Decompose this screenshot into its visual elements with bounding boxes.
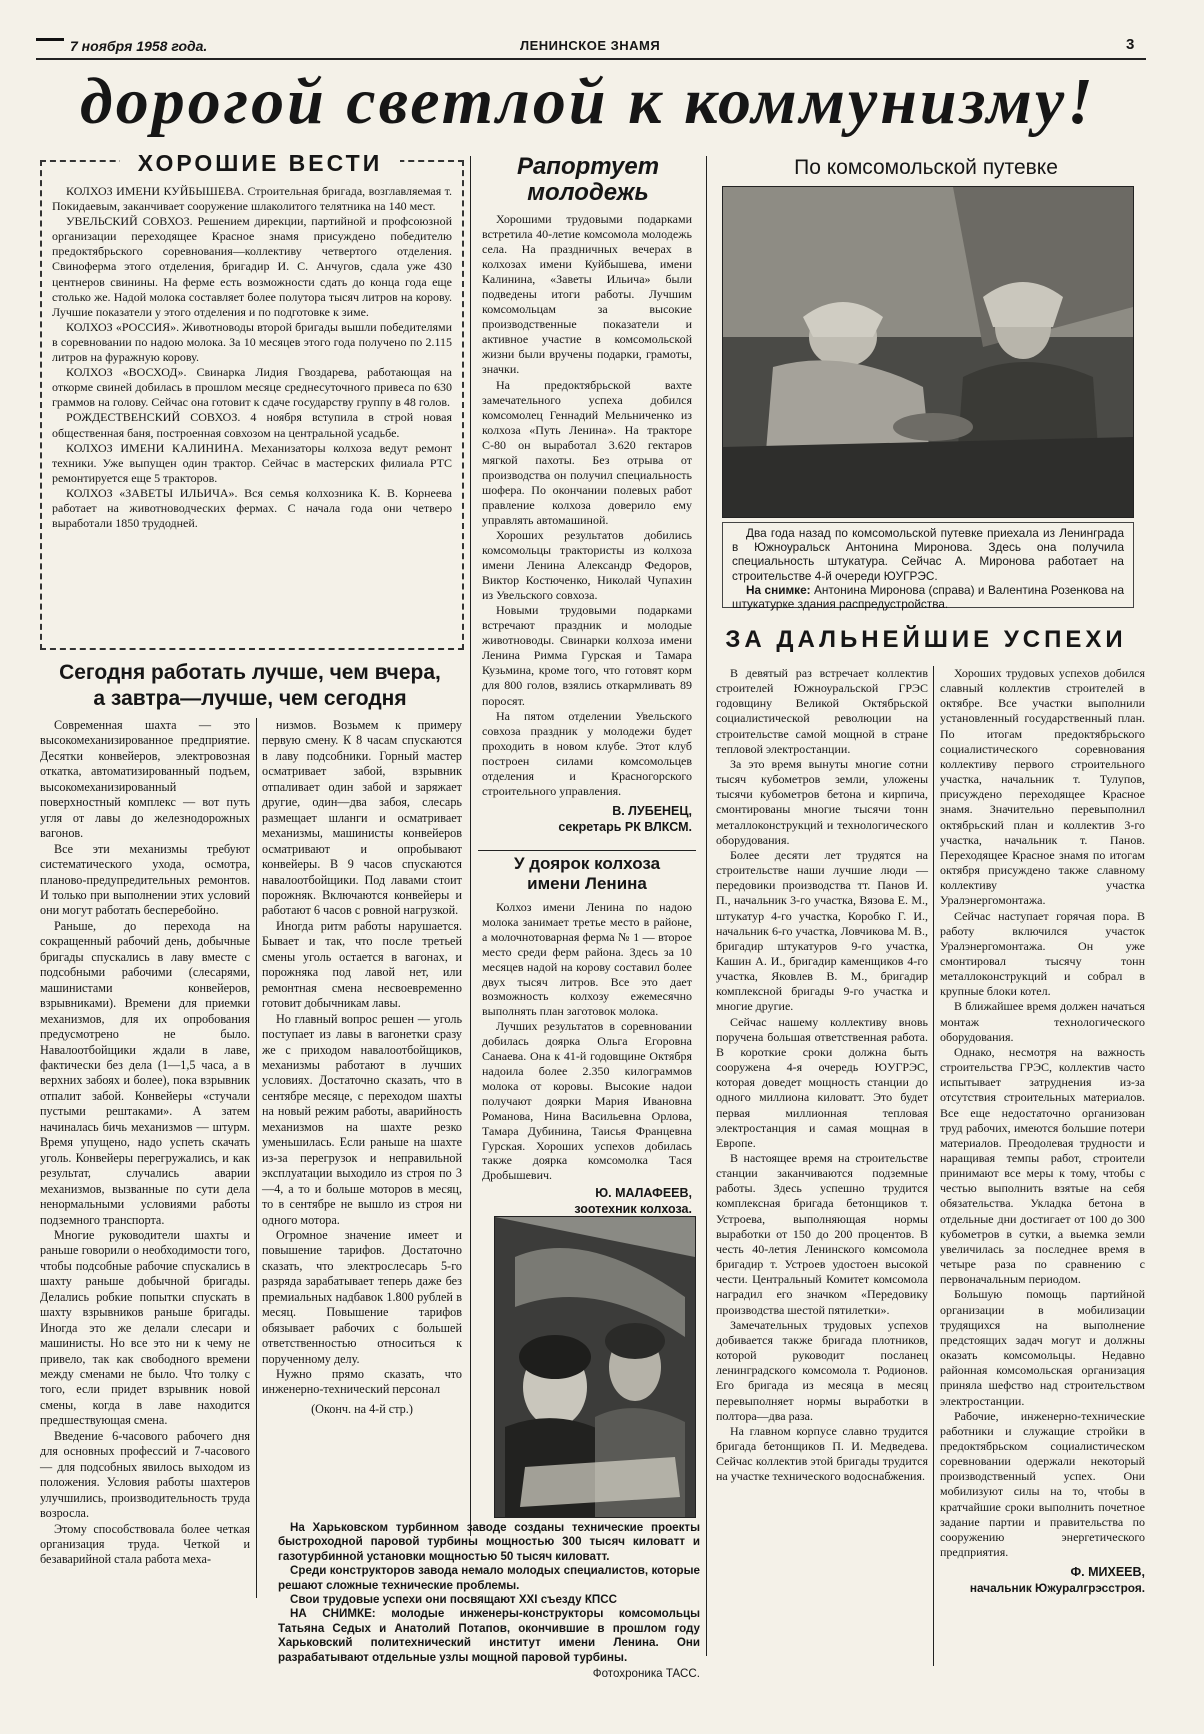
plasterers-photo-graphic xyxy=(723,187,1133,517)
further-author-role: начальник Южуралгрэсстроя. xyxy=(969,1581,1145,1596)
banner-headline: дорогой светлой к коммунизму! xyxy=(80,65,1096,138)
caption-text: Среди конструкторов завода немало молодых специалистов, которые решают сложные технические проблемы. xyxy=(278,1564,700,1592)
youth-author: В. ЛУБЕНЕЦ, xyxy=(612,803,692,818)
column-divider xyxy=(256,718,257,1598)
paragraph: Колхоз имени Ленина по надою молока занимает третье место в районе, а молочнотоварная ферма № 1 — второе место среди ферм района. Здесь за 10 месяцев надой на корову составил более двух тысяч литров. Все это дает возможность колхозу ежемесячно выполнять план заготовок молока. xyxy=(482,900,692,1019)
mine-headline-line2: а завтра—лучше, чем сегодня xyxy=(93,687,407,710)
caption-text: На Харьковском турбинном заводе созданы технические проекты быстроходной паровой турбины мощностью 300 тысяч киловатт и газотурбинной установки мощностью 50 тысяч киловатт. xyxy=(278,1521,700,1563)
news-item: КОЛХОЗ «ВОСХОД». Свинарка Лидия Гвоздарева, работающая на откорме свиней добилась в прошлом месяце среднесуточного привеса по 630 граммов на голову. Сейчас она готовит к сдаче государству группу в 48 голов. xyxy=(52,365,452,410)
paragraph: Но главный вопрос решен — уголь поступает из лавы в вагонетки сразу же с приходом навалоотбойщиков, механизмы работают в лучших условиях. Достаточно сказать, что в сентябре месяце, с переходом шахты на новый режим работы, аварийность механизмов на шахте резко уменьшилась. Если раньше на шахте из-за перегрузок и неправильной эксплуатации выходило из строя по 3—4, а то и больше моторов в месяц, то в сентябре не вышло из строя ни одного мотора. xyxy=(262,1011,462,1227)
further-headline: ЗА ДАЛЬНЕЙШИЕ УСПЕХИ xyxy=(725,626,1127,653)
plasterers-caption xyxy=(732,526,1124,611)
youth-headline xyxy=(478,154,698,206)
paragraph: Новыми трудовыми подарками встречают праздник и молодые животноводы. Свинарки колхоза имени Ленина Римма Гурская и Тамара Кузьмина, кроме того, что готовят корм для 800 голов, взялись откармливать 89 поросят. xyxy=(482,603,692,708)
news-item: КОЛХОЗ ИМЕНИ КУЙБЫШЕВА. Строительная бригада, возглавляемая т. Покидаевым, заканчивает сооружение шлаколитого телятника на 140 мест. xyxy=(52,184,452,214)
paragraph: На главном корпусе славно трудится бригада бетонщиков П. И. Медведева. Сейчас коллектив этой бригады трудится на участке технического водоснабжения. xyxy=(716,1423,928,1484)
mine-column-1 xyxy=(40,718,250,1568)
milkmaids-author: Ю. МАЛАФЕЕВ, xyxy=(595,1186,692,1201)
page-number: 3 xyxy=(1126,36,1135,53)
paragraph: В ближайшее время должен начаться монтаж технологического оборудования. xyxy=(940,999,1145,1044)
newspaper-name: ЛЕНИНСКОЕ ЗНАМЯ xyxy=(520,38,661,53)
engineers-photo-graphic xyxy=(495,1217,695,1517)
good-news-title: ХОРОШИЕ ВЕСТИ xyxy=(120,150,400,177)
youth-author-role: секретарь РК ВЛКСМ. xyxy=(558,819,692,834)
column-divider xyxy=(470,156,471,1536)
paragraph: Современная шахта — это высокомеханизированное предприятие. Десятки конвейеров, электровозная откатка, автоматизированный подъем, высокомеханизированный поверхностный комплекс — вот путь угля от лавы до железнодорожных вагонов. xyxy=(40,718,250,841)
milkmaids-headline-line2: имени Ленина xyxy=(527,874,647,893)
paragraph: Все эти механизмы требуют систематического ухода, осмотра, планово-предупредительных ремонтов. И только при выполнении этих условий они могут работать бесперебойно. xyxy=(40,841,250,918)
paragraph: Замечательных трудовых успехов добивается также бригада плотников, которой руководит посланец ленинградского комсомола т. Родионов. Его бригада из месяца в месяц перевыполняет нормы выработки в полтора—два раза. xyxy=(716,1317,928,1423)
news-item: КОЛХОЗ «РОССИЯ». Животноводы второй бригады вышли победителями в соревновании по надою молока. За 10 месяцев этого года получено по 2.115 литров на фуражную корову. xyxy=(52,319,452,365)
caption-label: На снимке: xyxy=(746,582,811,597)
news-item: КОЛХОЗ «ЗАВЕТЫ ИЛЬИЧА». Вся семья колхозника К. В. Корнеева работает на животноводческих фермах. С начала года они четверо выработали 1850 трудодней. xyxy=(52,485,452,531)
news-item: КОЛХОЗ ИМЕНИ КАЛИНИНА. Механизаторы колхоза ведут ремонт техники. Уже выпущен один трактор. Сейчас в мастерских филиала РТС ремонтируется еще 5 тракторов. xyxy=(52,440,452,485)
youth-body xyxy=(482,212,692,835)
paragraph: На пятом отделении Увельского совхоза праздник у молодежи будет проходить в новом клубе. Этот клуб построен силами комсомольцев отделения и Красногорского строительного управления. xyxy=(482,708,692,798)
photo-credit: Фотохроника ТАСС. xyxy=(592,1667,700,1681)
news-item: УВЕЛЬСКИЙ СОВХОЗ. Решением дирекции, партийной и профсоюзной организации переходящее Красное знамя присуждено победителю предоктябрьского соревнования—коллективу четвертого отделения. Свиноферма этого отделения, бригадир И. С. Анчугов, сдала уже 430 центнеров свинины. На ферме есть возможности сдать до конца года еще столько же. Надой молока составляет более полутора тысяч литров на корову. Лучшие показатели у этого отделения и по подготовке к зиме. xyxy=(52,214,452,319)
paragraph: Этому способствовала более четкая организация труда. Четкой и безаварийной стала работа меха- xyxy=(40,1521,250,1567)
engineers-photo xyxy=(494,1216,696,1518)
paragraph: Хороших результатов добились комсомольцы трактористы из колхоза имени Ленина Александр Федоров, Виктор Костюченко, Николай Чупахин из Увельского совхоза. xyxy=(482,527,692,603)
paragraph: За это время вынуты многие сотни тысяч кубометров земли, уложены тысячи кубометров бетона и кирпича, смонтированы многие тысячи тонн металлоконструкций и технологического оборудования. xyxy=(716,756,928,847)
paragraph: Сейчас наступает горячая пора. В работу включился участок Уралэнергомонтажа. Он уже смонтировал тысячу тонн металлоконструкций и собрал в крупные блоки котел. xyxy=(940,908,1145,999)
milkmaids-body xyxy=(482,900,692,1217)
paragraph: Огромное значение имеет и повышение тарифов. Достаточно сказать, что электрослесарь 5-го разряда зарабатывает теперь даже без премиальных надбавок 1.800 рублей в месяц. Повышение тарифов обязывает рабочих с большей ответственностью относиться к порученному делу. xyxy=(262,1227,462,1366)
mine-column-2 xyxy=(262,718,462,1417)
milkmaids-headline xyxy=(478,854,696,894)
paragraph: Более десяти лет трудятся на строительстве наши лучшие люди — передовики производства тт. Панов И. П., начальник 3-го участка, Вязова Е. М., штукатур 4-го участка, Коробко Г. И., начальник 6-го участка, Ловчикова М. В., бригадир штукатуров 9-го участка, Кашин А. И., бригадир каменщиков 4-го участка, Яковлев В. М., бригадир комплексной бригады 9-го участка и многие другие. xyxy=(716,847,928,1014)
paragraph: Сейчас нашему коллективу вновь поручена большая ответственная работа. В короткие сроки должна быть сооружена 4-я очередь ЮУГРЭС, которая доведет мощность станции до одного миллиона киловатт. Это будет первая миллионная тепловая электростанция и самая мощная в Европе. xyxy=(716,1014,928,1150)
paragraph: Большую помощь партийной организации в мобилизации трудящихся на выполнение предстоящих задач могут и должны оказать комсомольцы. Недавно районная комсомольская организация приняла шефство над строительством электростанции. xyxy=(940,1287,1145,1408)
caption-text: НА СНИМКЕ: молодые инженеры-конструкторы комсомольцы Татьяна Седых и Анатолий Потапов, окончившие в прошлом году Харьковский политехнический институт имени Ленина. Они разрабатывают отдельные узлы мощной паровой турбины. xyxy=(278,1607,700,1664)
issue-date: 7 ноября 1958 года. xyxy=(70,38,208,54)
continued-note: (Оконч. на 4-й стр.) xyxy=(311,1401,413,1416)
paragraph: Иногда ритм работы нарушается. Бывает и так, что после третьей смены уголь остается в вагонах, и порожняка под лавой нет, или ремонтная смена несвоевременно готовит добычникам лавы. xyxy=(262,918,462,1011)
paragraph: Раньше, до перехода на сокращенный рабочий день, добычные бригады спускались в лаву вместе с подсобными рабочими (слесарями, машинистами конвейеров, взрывниками). Времени для приемки механизмов, для их опробования предусмотрено не было. Навалоотбойщики ждали в лаве, фактически без дела (1—1,5 часа, а в верхних забоях и более), пока взрывник отпалит забой. Конвейеры «стучали пустыми рештаками». А затем начиналась бичь механизмов — штурм. Время упущено, надо успеть скачать уголь. Конвейеры перегружались, и как результат, случались аварии механизмов, вызванные по сути дела ненормальными условиями работы подземного транспорта. xyxy=(40,918,250,1227)
paragraph: Введение 6-часового рабочего дня для основных профессий и 7-часового — для подсобных явилось выходом из положения. Условия работы шахтеров улучшились, производительность труда возросла. xyxy=(40,1428,250,1521)
turbine-caption xyxy=(278,1521,700,1681)
youth-headline-line1: Рапортует xyxy=(516,153,660,180)
mine-headline xyxy=(40,660,460,712)
header-rule xyxy=(36,58,1146,60)
top-rule-left xyxy=(36,38,64,41)
paragraph: Многие руководители шахты и раньше говорили о необходимости того, чтобы подсобные рабочие спускались в шахту раньше добычной бригады. Делались робкие попытки спускать в шахту взрывников раньше бригады. Иногда это же делали слесари и машинисты. Но все это ни к чему не привело, так как свободного времени между сменами не было. Что толку с того, если придет взрывник новой смены, когда в лаве находится предшествующая смена. xyxy=(40,1227,250,1428)
paragraph: В девятый раз встречает коллектив строителей Южноуральской ГРЭС годовщину Великой Октябрьской социалистической революции на строительстве самой мощной в стране тепловой электростанции. xyxy=(716,666,928,756)
further-column-2 xyxy=(940,666,1145,1596)
milkmaids-headline-line1: У доярок колхоза xyxy=(513,854,661,873)
paragraph: Хорошими трудовыми подарками встретила 40-летие комсомола молодежь села. На праздничных вечерах в колхозах имени Куйбышева, имени Калинина, «Заветы Ильича» были подведены итоги работы. Лучшим комсомольцам за высокие производственные показатели и активное участие в комсомольской жизни были вручены подарки, грамоты, значки. xyxy=(482,212,692,377)
paragraph: На предоктябрьской вахте замечательного успеха добился комсомолец Геннадий Мельниченко из колхоза «Путь Ленина». На тракторе С-80 он выработал 3.620 гектаров мягкой пахоты. Без отрыва от производства он получил специальность шофера. По окончании полевых работ правление колхоза доверило ему управлять автомашиной. xyxy=(482,377,692,527)
paragraph: В настоящее время на строительстве станции заканчиваются подземные работы. Здесь успешно трудится комплексная бригада бетонщиков т. Устроева, выполняющая нормы выработки от 150 до 200 процентов. В честь 40-летия Ленинского комсомола бригадир т. Устроев удостоен высокой чести. Центральный Комитет комсомола наградил его значком «Передовику производства шестой пятилетки». xyxy=(716,1151,928,1317)
plasterers-photo xyxy=(722,186,1134,518)
komsomol-headline: По комсомольской путевке xyxy=(794,156,1058,179)
caption-text: Свои трудовые успехи они посвящают XXI съезду КПСС xyxy=(290,1593,618,1607)
paragraph: Лучших результатов в соревновании добилась доярка Ольга Егоровна Санаева. Она к 41-й годовщине Октября надоила более 2.350 килограммов молока от коровы. Высокие надои получают доярки Мария Ивановна Романова, Нина Васильевна Орлова, Тамара Дубинина, Таисья Францевна Гурская. Хороших успехов добилась также доярка комсомолка Тася Дробышевич. xyxy=(482,1019,692,1183)
caption-text: Два года назад по комсомольской путевке приехала из Ленинграда в Южноуральск Антонина Миронова. Здесь она получила специальность штукатура. Сейчас А. Миронова работает на строительстве 4-й очереди ЮУГРЭС. xyxy=(732,526,1124,583)
paragraph: Хороших трудовых успехов добился славный коллектив строителей в октябре. Все участки выполнили установленный государственный план. По итогам предоктябрьского социалистического соревнования коллективу первого строительного участка, начальник т. Тулупов, присуждено переходящее Красное знамя. Значительно перевыполнил октябрьский план и коллектив 3-го участка, начальник т. Панов. Переходящее Красное знамя по итогам октября присуждено также славному коллективу участка Уралэнергомонтажа. xyxy=(940,666,1145,908)
further-column-1 xyxy=(716,666,928,1484)
further-author: Ф. МИХЕЕВ, xyxy=(1070,1565,1145,1580)
youth-headline-line2: молодежь xyxy=(527,179,649,206)
milkmaids-author-role: зоотехник колхоза. xyxy=(574,1202,692,1217)
column-divider xyxy=(706,156,707,1656)
paragraph: Однако, несмотря на важность строительства ГРЭС, коллектив часто испытывает затруднения из-за отсутствия строительных материалов. Все еще недостаточно организован труд рабочих, имеются большие потери материалов. Преодолевая трудности и наращивая темпы работ, строители принимают все меры к тому, чтобы с честью выполнить взятые на себя обязательства. Укладка бетона в отдельные дни достигает от 100 до 300 кубометров в сутки, а выемка земли увеличилась за последнее время в четыре раза по сравнению с первоначальным периодом. xyxy=(940,1044,1145,1287)
paragraph: низмов. Возьмем к примеру первую смену. К 8 часам спускаются в лаву подсобники. Горный мастер осматривает забой, взрывник отпаливает один забой и заряжает другие, один—два забоя, слесарь размещает шланги и осматривает механизмы, машинисты конвейеров осматривают и опробывают конвейеры. В 9 часов спускаются навалоотбойщики. Под лавами стоит порожняк. Включаются конвейеры и работают 6 часов с ровной нагрузкой. xyxy=(262,718,462,918)
paragraph: Нужно прямо сказать, что инженерно-технический персонал xyxy=(262,1367,462,1397)
caption-text: Антонина Миронова (справа) и Валентина Розенкова на штукатурке здания распредустройства. xyxy=(732,582,1124,612)
column-divider xyxy=(933,666,934,1666)
news-item: РОЖДЕСТВЕНСКИЙ СОВХОЗ. 4 ноября вступила в строй новая общественная баня, построенная совхозом на центральной усадьбе. xyxy=(52,410,452,440)
mine-headline-line1: Сегодня работать лучше, чем вчера, xyxy=(59,661,441,684)
good-news-body xyxy=(52,184,452,531)
section-rule xyxy=(478,850,696,851)
paragraph: Рабочие, инженерно-технические работники и служащие стройки в предоктябрьском социалистическом соревновании одержали некоторый производственный успех. Они мобилизуют силы на то, чтобы в кратчайшие сроки выполнить почетное задание партии и правительства по сооружению энергетического предприятия. xyxy=(940,1408,1145,1560)
